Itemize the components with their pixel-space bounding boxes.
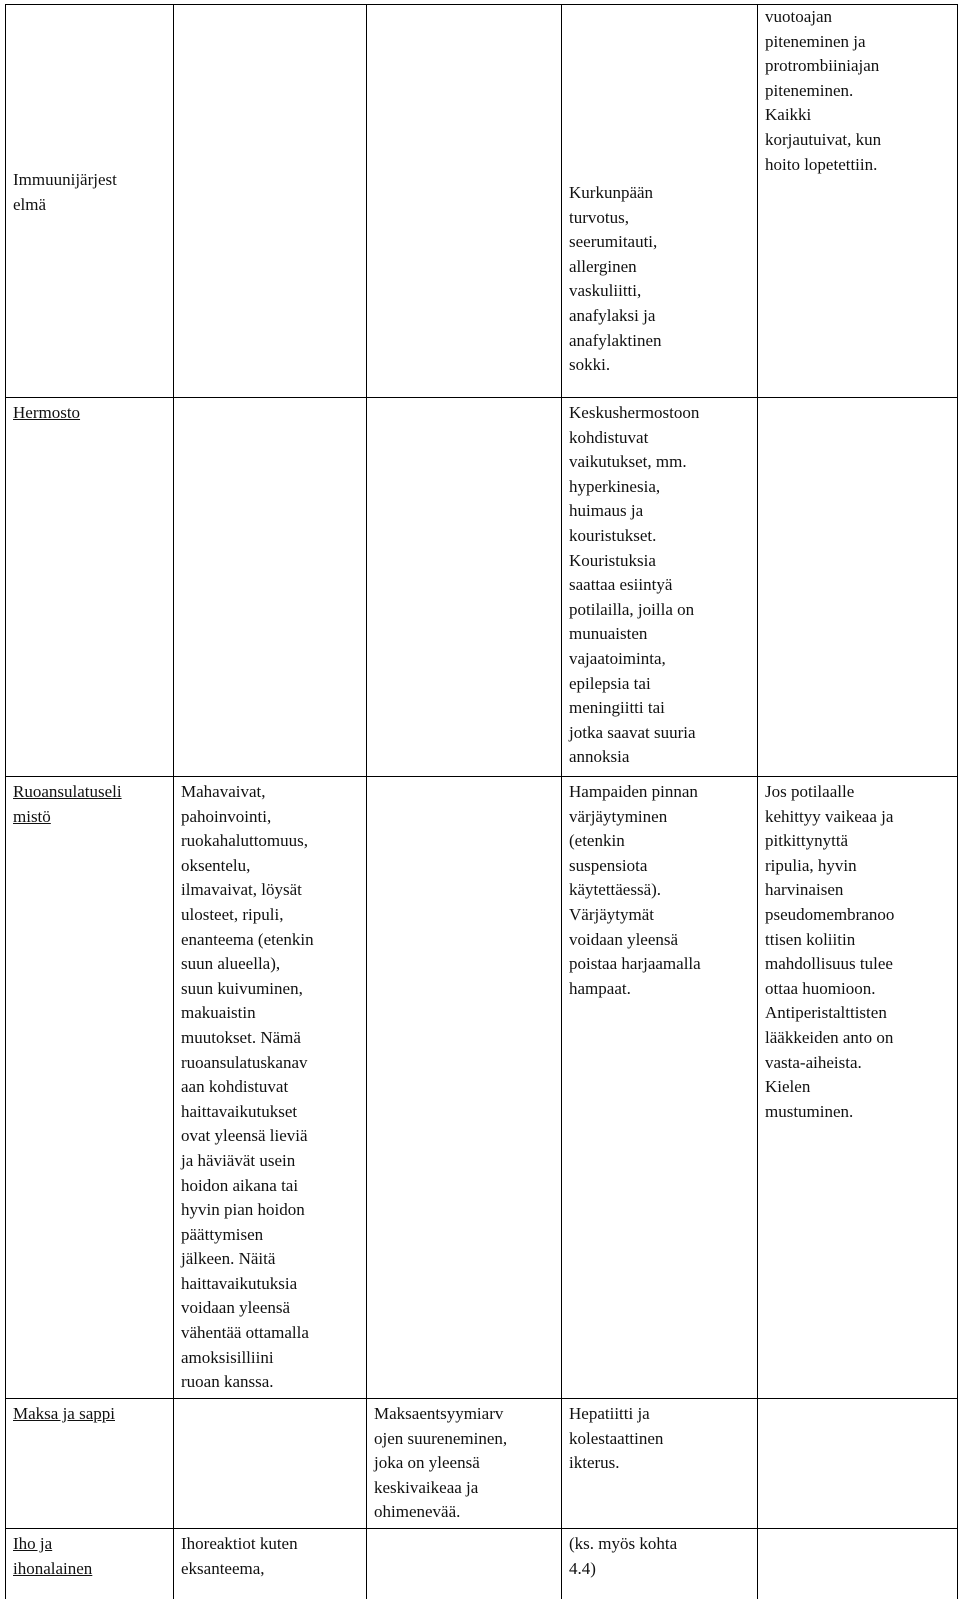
system-label: Immuunijärjest elmä	[13, 169, 117, 214]
adverse-effects-table	[5, 4, 958, 1599]
cell-system	[6, 398, 174, 777]
table-row-liver-biliary	[6, 1399, 958, 1529]
cell-system	[6, 1399, 174, 1529]
cell-very-rare	[758, 1529, 958, 1599]
table-row-skin	[6, 1529, 958, 1599]
table-row-nervous-system	[6, 398, 958, 777]
system-label: Maksa ja sappi	[13, 1404, 115, 1423]
cell-common	[174, 1399, 367, 1529]
cell-common	[174, 398, 367, 777]
cell-common	[174, 5, 367, 398]
cell-rare: Kurkunpään turvotus, seerumitauti, allerginen vaskuliitti, anafylaksi ja anafylaktinen sokki.	[562, 5, 758, 398]
system-label: Hermosto	[13, 403, 81, 422]
cell-uncommon	[367, 5, 562, 398]
cell-uncommon	[367, 398, 562, 777]
cell-uncommon	[367, 777, 562, 1399]
system-label: Iho ja ihonalainen	[13, 1534, 93, 1578]
cell-uncommon	[367, 1529, 562, 1599]
cell-uncommon: Maksaentsyymiarv ojen suureneminen, joka on yleensä keskivaikeaa ja ohimenevää.	[367, 1399, 562, 1529]
table-row-gastrointestinal	[6, 777, 958, 1399]
cell-system	[6, 777, 174, 1399]
cell-rare: Hampaiden pinnan värjäytyminen (etenkin suspensiota käytettäessä). Värjäytymät voidaan yleensä poistaa harjaamalla hampaat.	[562, 777, 758, 1399]
cell-very-rare: Jos potilaalle kehittyy vaikeaa ja pitkittynyttä ripulia, hyvin harvinaisen pseudomembranoo ttisen koliitin mahdollisuus tulee ottaa huomioon. Antiperistalttisten lääkkeiden anto on vasta-aiheista. Kielen mustuminen.	[758, 777, 958, 1399]
cell-very-rare: vuotoajan piteneminen ja protrombiiniajan piteneminen. Kaikki korjautuivat, kun hoito lopetettiin.	[758, 5, 958, 398]
cell-system	[6, 5, 174, 398]
cell-very-rare	[758, 1399, 958, 1529]
cell-rare: (ks. myös kohta 4.4)	[562, 1529, 758, 1599]
cell-common: Ihoreaktiot kuten eksanteema,	[174, 1529, 367, 1599]
system-label: Ruoansulatuseli mistö	[13, 782, 122, 826]
cell-rare: Hepatiitti ja kolestaattinen ikterus.	[562, 1399, 758, 1529]
cell-very-rare	[758, 398, 958, 777]
cell-common: Mahavaivat, pahoinvointi, ruokahaluttomuus, oksentelu, ilmavaivat, löysät ulosteet, ripuli, enanteema (etenkin suun alueella), suun kuivuminen, makuaistin muutokset. Nämä ruoansulatuskanav aan kohdistuvat haittavaikutukset ovat yleensä lieviä ja häviävät usein hoidon aikana tai hyvin pian hoidon päättymisen jälkeen. Näitä haittavaikutuksia voidaan yleensä vähentää ottamalla amoksisilliini ruoan kanssa.	[174, 777, 367, 1399]
cell-rare: Keskushermostoon kohdistuvat vaikutukset, mm. hyperkinesia, huimaus ja kouristukset. Kouristuksia saattaa esiintyä potilailla, joilla on munuaisten vajaatoiminta, epilepsia tai meningiitti tai jotka saavat suuria annoksia	[562, 398, 758, 777]
table-row-immune-system	[6, 5, 958, 398]
cell-system	[6, 1529, 174, 1599]
